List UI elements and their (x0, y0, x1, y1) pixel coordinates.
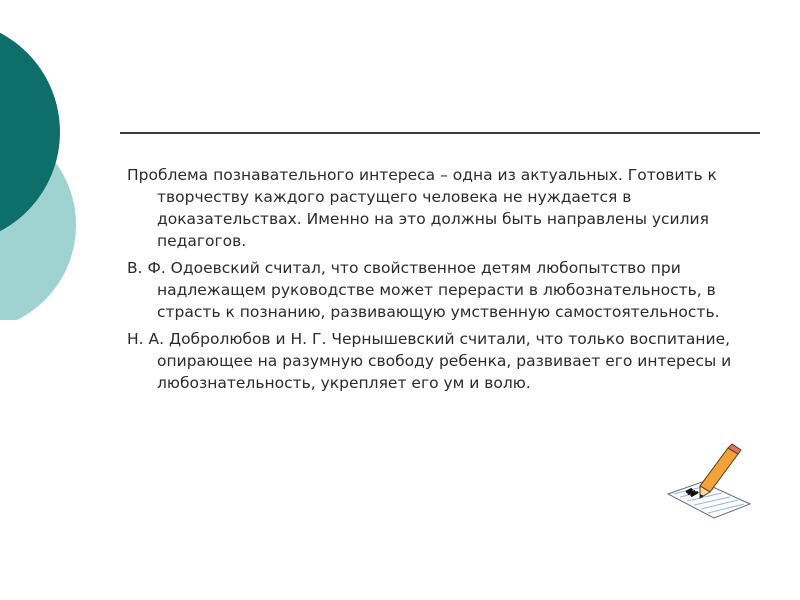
pencil (700, 444, 741, 498)
decorative-circles (0, 0, 140, 320)
paragraph-3: Н. А. Добролюбов и Н. Г. Чернышевский считали, что только воспитание, опирающее на разумную свободу ребенка, развивает его интересы и любознательность, укрепляет его ум и волю. (127, 330, 732, 392)
paragraph-1: Проблема познавательного интереса – одна из актуальных. Готовить к творчеству каждого растущего человека не нуждается в доказательствах. Именно на это должны быть направлены усилия педагогов. (127, 166, 717, 250)
title-divider-line (120, 132, 760, 134)
body-text (127, 164, 757, 399)
pencil-paper-icon (662, 442, 754, 524)
paragraph-2: В. Ф. Одоевский считал, что свойственное детям любопытство при надлежащем руководстве может перерасти в любознательность, в страсть к познанию, развивающую умственную самостоятельность. (127, 259, 720, 321)
